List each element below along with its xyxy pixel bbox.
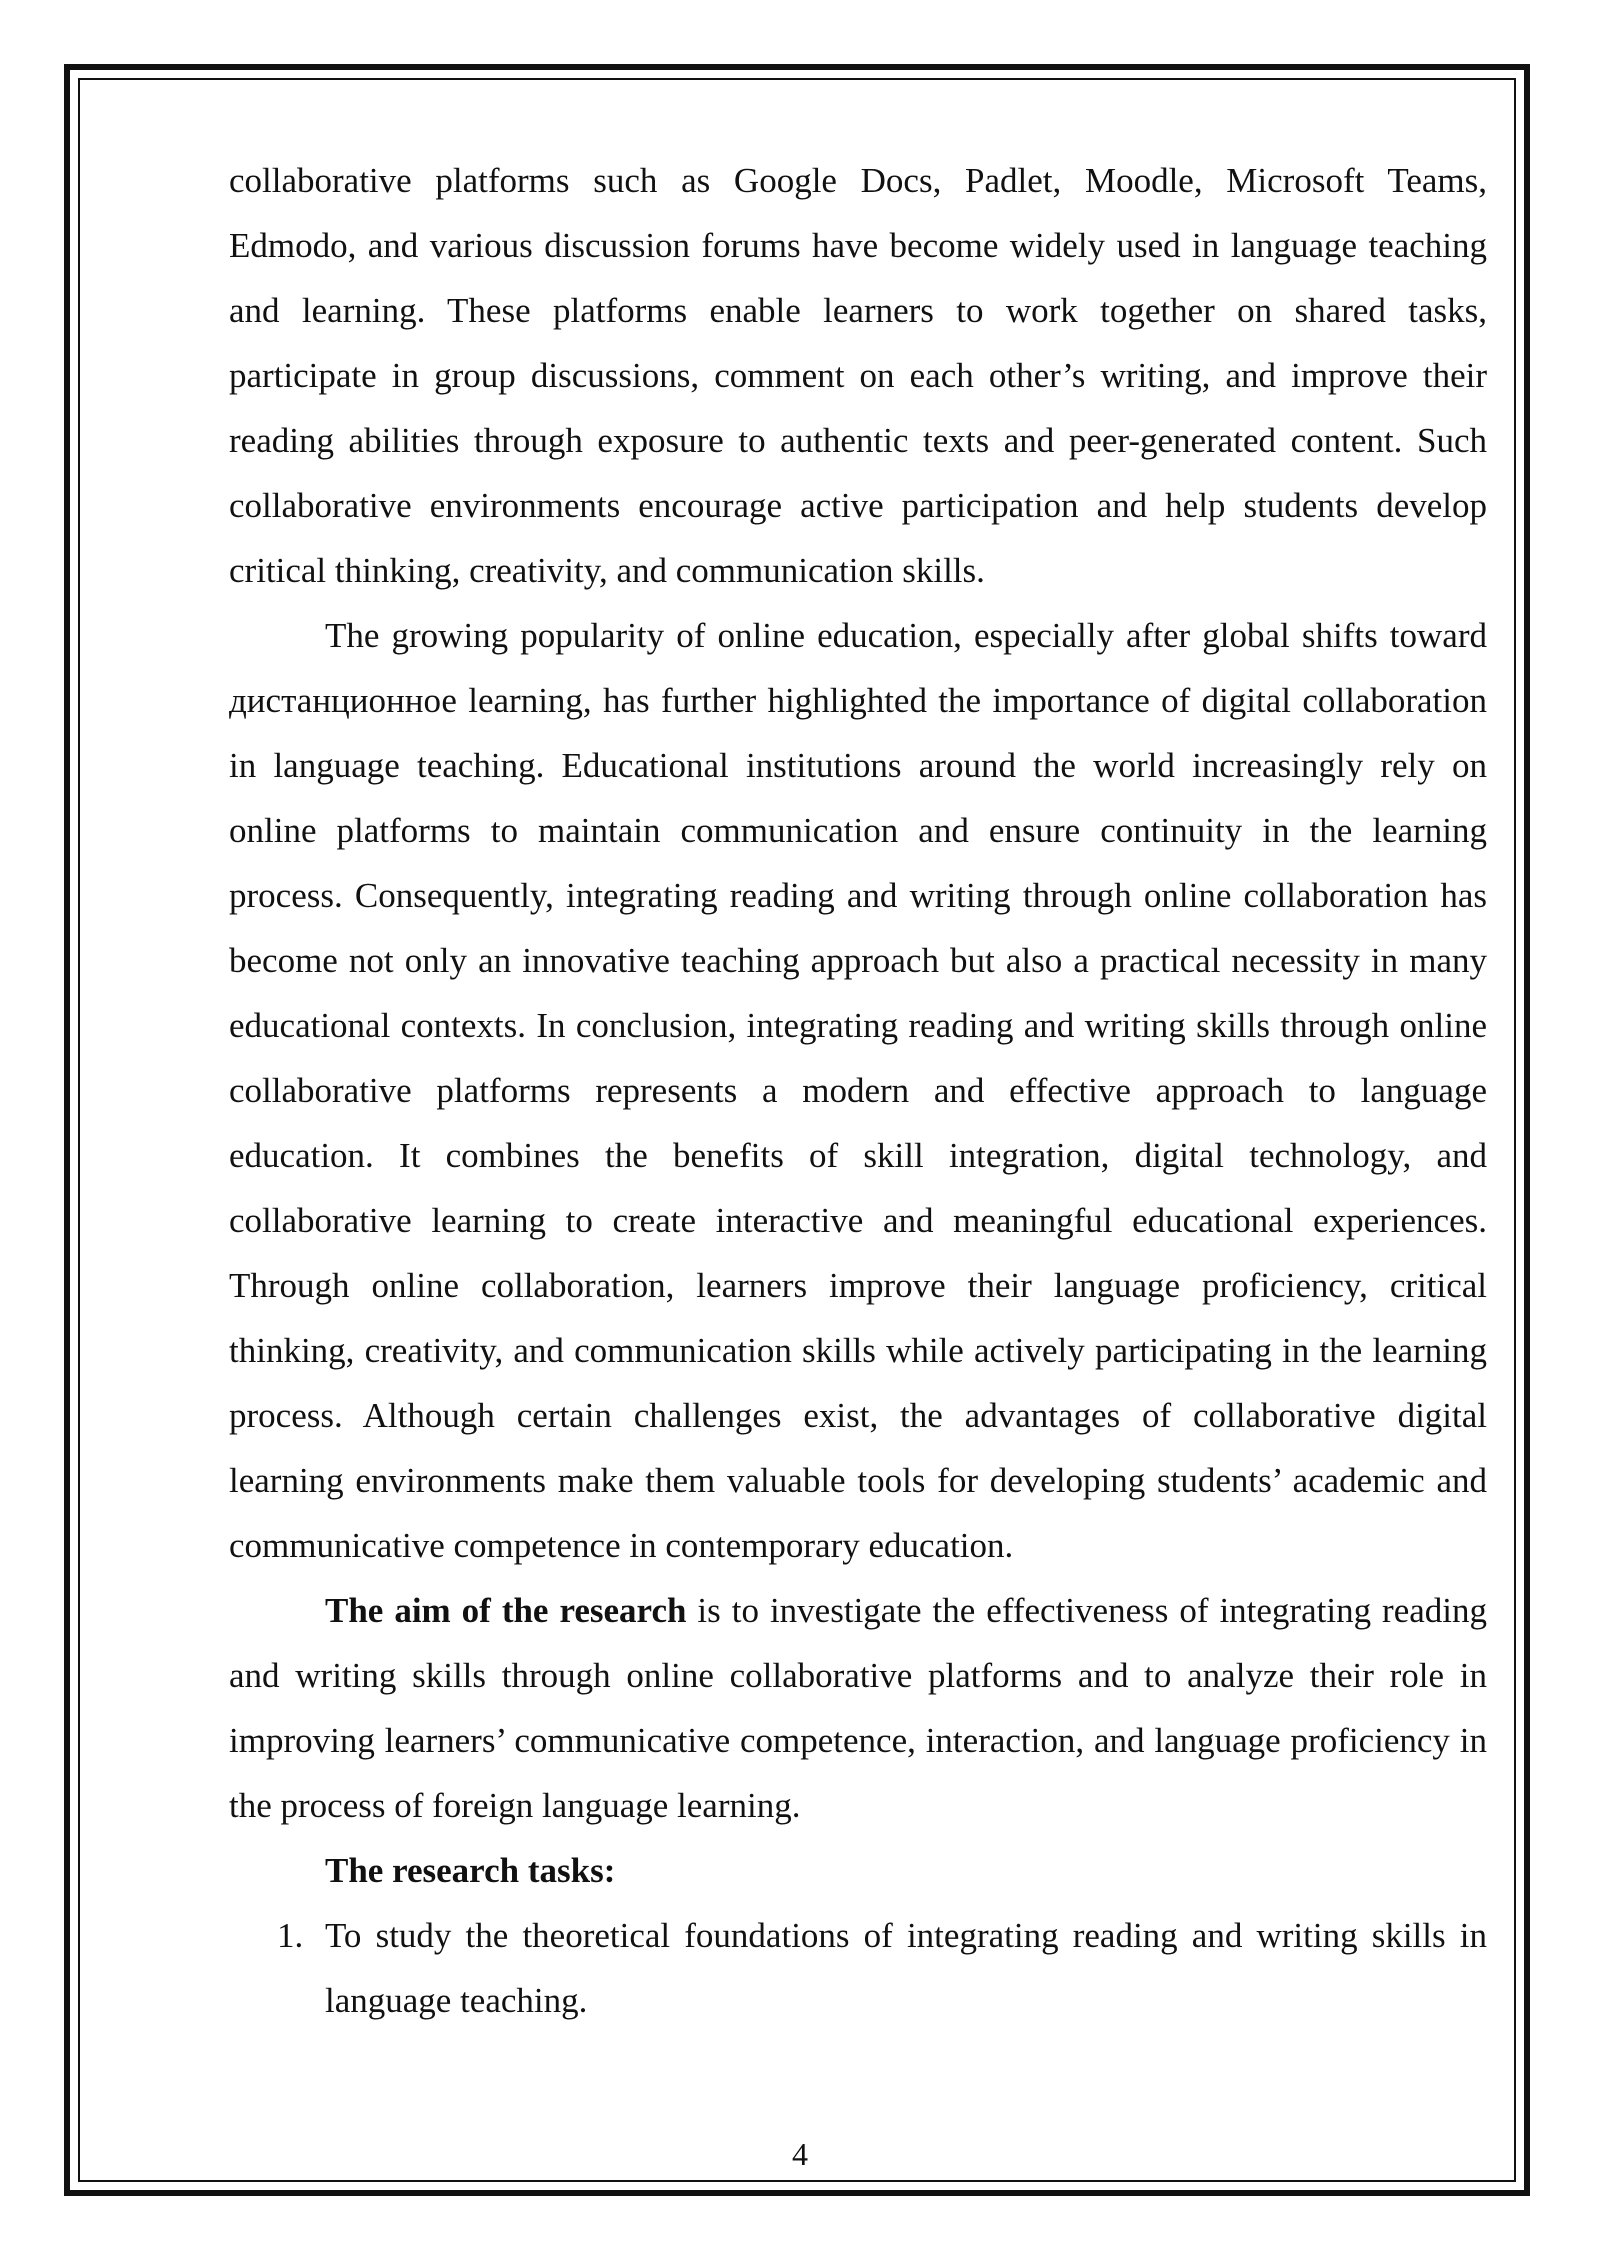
document-body (229, 148, 1487, 2033)
list-item-text: To study the theoretical foundations of integrating reading and writing skills in language teaching. (325, 1916, 1487, 2020)
paragraph-platforms: collaborative platforms such as Google Docs, Padlet, Moodle, Microsoft Teams, Edmodo, and various discussion forums have become widely used in language teaching and learning. These platforms enable learners to work together on shared tasks, participate in group discussions, comment on each other’s writing, and improve their reading abilities through exposure to authentic texts and peer-generated content. Such collaborative environments encourage active participation and help students develop critical thinking, creativity, and communication skills. (229, 161, 1487, 590)
research-tasks-heading: The research tasks: (325, 1851, 616, 1890)
research-tasks-list (229, 1903, 1487, 2033)
paragraph-research-aim (229, 1578, 1487, 1838)
paragraph-online-education: The growing popularity of online education, especially after global shifts toward дистанционное learning, has further highlighted the importance of digital collaboration in language teaching. Educational institutions around the world increasingly rely on online platforms to maintain communication and ensure continuity in the learning process. Consequently, integrating reading and writing through online collaboration has become not only an innovative teaching approach but also a practical necessity in many educational contexts. In conclusion, integrating reading and writing skills through online collaborative platforms represents a modern and effective approach to language education. It combines the benefits of skill integration, digital technology, and collaborative learning to create interactive and meaningful educational experiences. Through online collaboration, learners improve their language proficiency, critical thinking, creativity, and communication skills while actively participating in the learning process. Although certain challenges exist, the advantages of collaborative digital learning environments make them valuable tools for developing students’ academic and communicative competence in contemporary education. (229, 616, 1487, 1565)
list-item-number: 1. (277, 1916, 304, 1955)
research-aim-label: The aim of the research (325, 1591, 687, 1630)
list-item (229, 1903, 1487, 2033)
research-aim-text: is to investigate the effectiveness of integrating reading and writing skills through online collaborative platforms and to analyze their role in improving learners’ communicative competence, interaction, and language proficiency in the process of foreign language learning. (229, 1591, 1488, 1825)
page-number: 4 (792, 2136, 808, 2172)
